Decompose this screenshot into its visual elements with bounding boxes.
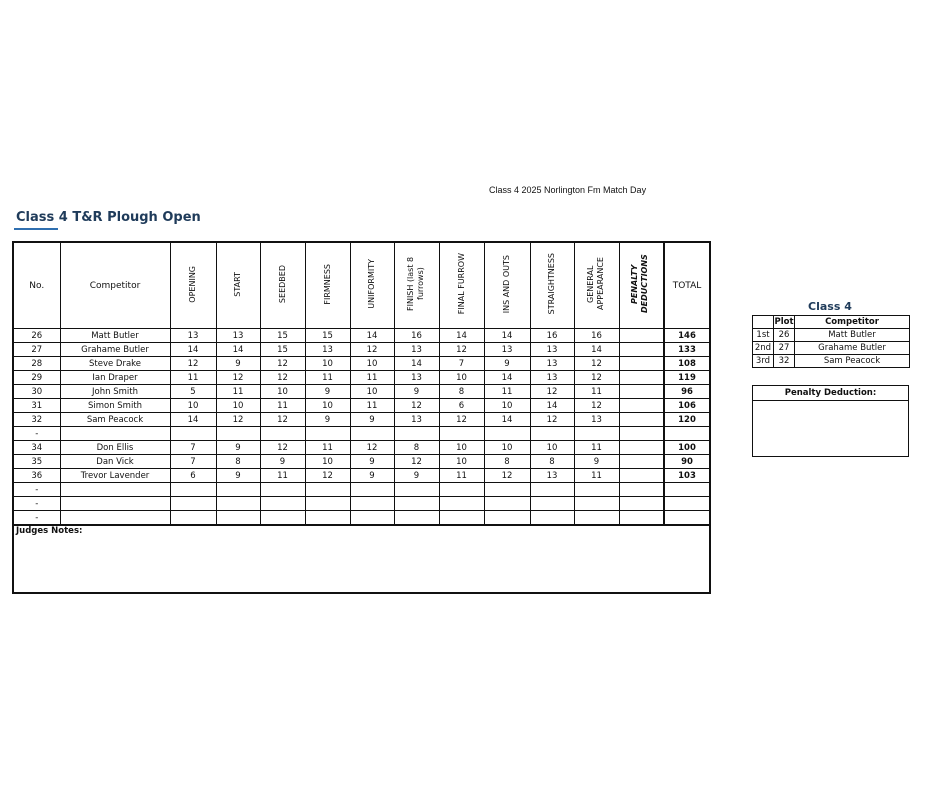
cell-final-furrow: 11 xyxy=(439,469,484,483)
cell-general: 12 xyxy=(574,399,619,413)
penalty-deduction-label: Penalty Deduction: xyxy=(753,386,908,401)
cell-no: 32 xyxy=(13,413,60,427)
cell-firmness: 12 xyxy=(305,469,350,483)
results-row xyxy=(753,329,910,342)
col-header-uniformity: UNIFORMITY xyxy=(350,242,394,329)
cell-finish: 16 xyxy=(394,329,439,343)
cell-ins-outs xyxy=(484,497,530,511)
cell-total: 90 xyxy=(664,455,710,469)
cell-seedbed: 9 xyxy=(260,455,305,469)
cell-finish: 9 xyxy=(394,469,439,483)
col-header-start: START xyxy=(216,242,260,329)
cell-penalty xyxy=(619,511,664,526)
cell-final-furrow xyxy=(439,511,484,526)
document-header-line: Class 4 2025 Norlington Fm Match Day xyxy=(489,185,647,195)
cell-seedbed xyxy=(260,427,305,441)
cell-firmness xyxy=(305,483,350,497)
score-table-body xyxy=(13,329,710,526)
cell-total: 133 xyxy=(664,343,710,357)
cell-competitor xyxy=(60,427,170,441)
cell-opening: 5 xyxy=(170,385,216,399)
cell-start xyxy=(216,427,260,441)
cell-opening: 10 xyxy=(170,399,216,413)
cell-seedbed: 12 xyxy=(260,371,305,385)
cell-final-furrow: 12 xyxy=(439,343,484,357)
cell-opening xyxy=(170,427,216,441)
cell-ins-outs xyxy=(484,483,530,497)
cell-uniformity xyxy=(350,511,394,526)
cell-firmness: 10 xyxy=(305,357,350,371)
results-cell-competitor: Grahame Butler xyxy=(795,342,910,355)
results-table-body xyxy=(753,329,910,368)
cell-straightness: 13 xyxy=(530,469,574,483)
results-cell-competitor: Matt Butler xyxy=(795,329,910,342)
cell-total: 106 xyxy=(664,399,710,413)
cell-uniformity: 10 xyxy=(350,385,394,399)
results-header-plot: Plot xyxy=(774,317,794,327)
results-header-place xyxy=(753,316,774,329)
cell-penalty xyxy=(619,399,664,413)
cell-ins-outs: 14 xyxy=(484,371,530,385)
cell-straightness xyxy=(530,497,574,511)
cell-straightness: 13 xyxy=(530,357,574,371)
cell-no: 35 xyxy=(13,455,60,469)
cell-general: 11 xyxy=(574,441,619,455)
cell-total: 100 xyxy=(664,441,710,455)
cell-finish: 14 xyxy=(394,357,439,371)
table-row xyxy=(13,329,710,343)
cell-uniformity: 9 xyxy=(350,413,394,427)
cell-finish: 13 xyxy=(394,343,439,357)
col-header-no: No. xyxy=(13,242,60,329)
cell-penalty xyxy=(619,413,664,427)
cell-general: 13 xyxy=(574,413,619,427)
cell-seedbed xyxy=(260,511,305,526)
cell-penalty xyxy=(619,371,664,385)
col-header-seedbed: SEEDBED xyxy=(260,242,305,329)
col-header-straightness: STRAIGHTNESS xyxy=(530,242,574,329)
cell-competitor xyxy=(60,497,170,511)
cell-final-furrow: 10 xyxy=(439,441,484,455)
cell-total: 120 xyxy=(664,413,710,427)
cell-total: 103 xyxy=(664,469,710,483)
cell-ins-outs: 14 xyxy=(484,329,530,343)
cell-finish xyxy=(394,497,439,511)
cell-ins-outs: 10 xyxy=(484,399,530,413)
cell-straightness: 13 xyxy=(530,343,574,357)
cell-penalty xyxy=(619,455,664,469)
cell-finish: 13 xyxy=(394,371,439,385)
cell-penalty xyxy=(619,357,664,371)
cell-finish: 8 xyxy=(394,441,439,455)
cell-firmness xyxy=(305,511,350,526)
cell-ins-outs: 11 xyxy=(484,385,530,399)
col-header-penalty: PENALTY DEDUCTIONS xyxy=(619,242,664,329)
cell-penalty xyxy=(619,469,664,483)
cell-firmness: 15 xyxy=(305,329,350,343)
cell-opening: 14 xyxy=(170,343,216,357)
col-header-final-furrow: FINAL FURROW xyxy=(439,242,484,329)
cell-uniformity: 11 xyxy=(350,371,394,385)
cell-competitor: Dan Vick xyxy=(60,455,170,469)
cell-start: 9 xyxy=(216,441,260,455)
cell-ins-outs: 13 xyxy=(484,343,530,357)
table-row xyxy=(13,469,710,483)
cell-opening: 13 xyxy=(170,329,216,343)
cell-uniformity: 14 xyxy=(350,329,394,343)
results-header-row xyxy=(753,316,910,329)
cell-firmness: 11 xyxy=(305,371,350,385)
score-table xyxy=(12,241,711,594)
cell-straightness: 8 xyxy=(530,455,574,469)
cell-opening: 7 xyxy=(170,455,216,469)
cell-straightness xyxy=(530,511,574,526)
cell-seedbed: 11 xyxy=(260,469,305,483)
cell-competitor xyxy=(60,483,170,497)
cell-finish: 9 xyxy=(394,385,439,399)
cell-opening xyxy=(170,483,216,497)
cell-opening: 14 xyxy=(170,413,216,427)
cell-penalty xyxy=(619,385,664,399)
cell-competitor: Matt Butler xyxy=(60,329,170,343)
cell-penalty xyxy=(619,343,664,357)
cell-uniformity: 9 xyxy=(350,455,394,469)
cell-uniformity xyxy=(350,497,394,511)
cell-finish xyxy=(394,427,439,441)
judges-notes-row xyxy=(13,525,710,593)
col-header-ins-outs: INS AND OUTS xyxy=(484,242,530,329)
table-row xyxy=(13,455,710,469)
cell-finish: 12 xyxy=(394,455,439,469)
cell-no: 27 xyxy=(13,343,60,357)
cell-ins-outs: 12 xyxy=(484,469,530,483)
cell-uniformity: 10 xyxy=(350,357,394,371)
cell-firmness: 13 xyxy=(305,343,350,357)
cell-final-furrow: 10 xyxy=(439,455,484,469)
cell-start: 8 xyxy=(216,455,260,469)
col-header-opening: OPENING xyxy=(170,242,216,329)
cell-seedbed: 15 xyxy=(260,329,305,343)
cell-seedbed: 15 xyxy=(260,343,305,357)
results-header-competitor: Competitor xyxy=(795,316,910,329)
table-row xyxy=(13,357,710,371)
cell-start: 14 xyxy=(216,343,260,357)
table-row xyxy=(13,427,710,441)
cell-penalty xyxy=(619,427,664,441)
cell-firmness xyxy=(305,427,350,441)
cell-no: 26 xyxy=(13,329,60,343)
cell-straightness: 14 xyxy=(530,399,574,413)
cell-general: 9 xyxy=(574,455,619,469)
cell-straightness: 10 xyxy=(530,441,574,455)
cell-total: 108 xyxy=(664,357,710,371)
cell-competitor: Don Ellis xyxy=(60,441,170,455)
cell-opening: 6 xyxy=(170,469,216,483)
cell-uniformity: 11 xyxy=(350,399,394,413)
cell-penalty xyxy=(619,483,664,497)
cell-seedbed xyxy=(260,497,305,511)
table-row xyxy=(13,511,710,526)
results-cell-place: 3rd xyxy=(753,355,774,368)
penalty-deduction-box xyxy=(752,385,909,457)
cell-general: 16 xyxy=(574,329,619,343)
cell-competitor: Steve Drake xyxy=(60,357,170,371)
cell-general xyxy=(574,497,619,511)
results-row xyxy=(753,342,910,355)
cell-uniformity xyxy=(350,483,394,497)
cell-ins-outs xyxy=(484,511,530,526)
cell-final-furrow xyxy=(439,427,484,441)
page-title: Class 4 T&R Plough Open xyxy=(16,210,201,225)
cell-no: - xyxy=(13,427,60,441)
cell-start: 9 xyxy=(216,469,260,483)
cell-no: 30 xyxy=(13,385,60,399)
cell-firmness xyxy=(305,497,350,511)
cell-general: 12 xyxy=(574,371,619,385)
title-underline xyxy=(14,228,58,230)
cell-total xyxy=(664,427,710,441)
cell-opening: 11 xyxy=(170,371,216,385)
cell-straightness xyxy=(530,427,574,441)
cell-no: 34 xyxy=(13,441,60,455)
table-row xyxy=(13,483,710,497)
cell-general: 11 xyxy=(574,469,619,483)
cell-seedbed: 11 xyxy=(260,399,305,413)
cell-no: - xyxy=(13,511,60,526)
cell-seedbed: 12 xyxy=(260,413,305,427)
results-row xyxy=(753,355,910,368)
cell-final-furrow xyxy=(439,497,484,511)
cell-final-furrow: 12 xyxy=(439,413,484,427)
cell-uniformity: 12 xyxy=(350,441,394,455)
cell-competitor: Ian Draper xyxy=(60,371,170,385)
col-header-general-appearance: GENERAL APPEARANCE xyxy=(574,242,619,329)
cell-penalty xyxy=(619,441,664,455)
cell-total xyxy=(664,511,710,526)
cell-seedbed: 10 xyxy=(260,385,305,399)
cell-final-furrow xyxy=(439,483,484,497)
cell-start xyxy=(216,483,260,497)
results-cell-plot: 32 xyxy=(774,355,795,368)
cell-straightness: 12 xyxy=(530,385,574,399)
cell-start xyxy=(216,497,260,511)
table-row xyxy=(13,399,710,413)
cell-seedbed xyxy=(260,483,305,497)
cell-straightness: 16 xyxy=(530,329,574,343)
cell-competitor: John Smith xyxy=(60,385,170,399)
table-row xyxy=(13,343,710,357)
cell-ins-outs xyxy=(484,427,530,441)
cell-uniformity: 9 xyxy=(350,469,394,483)
table-row xyxy=(13,371,710,385)
cell-general: 14 xyxy=(574,343,619,357)
cell-firmness: 10 xyxy=(305,455,350,469)
cell-total xyxy=(664,483,710,497)
cell-final-furrow: 7 xyxy=(439,357,484,371)
results-cell-plot: 27 xyxy=(774,342,795,355)
cell-start: 10 xyxy=(216,399,260,413)
results-table xyxy=(752,315,910,368)
cell-final-furrow: 6 xyxy=(439,399,484,413)
cell-general: 12 xyxy=(574,357,619,371)
cell-finish xyxy=(394,511,439,526)
results-title: Class 4 xyxy=(808,300,852,313)
cell-ins-outs: 14 xyxy=(484,413,530,427)
results-cell-place: 2nd xyxy=(753,342,774,355)
cell-opening: 7 xyxy=(170,441,216,455)
cell-straightness: 13 xyxy=(530,371,574,385)
cell-ins-outs: 8 xyxy=(484,455,530,469)
cell-general xyxy=(574,511,619,526)
cell-firmness: 11 xyxy=(305,441,350,455)
cell-straightness xyxy=(530,483,574,497)
cell-start: 9 xyxy=(216,357,260,371)
col-header-firmness: FIRMNESS xyxy=(305,242,350,329)
cell-no: - xyxy=(13,497,60,511)
cell-start xyxy=(216,511,260,526)
cell-start: 13 xyxy=(216,329,260,343)
cell-final-furrow: 10 xyxy=(439,371,484,385)
cell-finish: 13 xyxy=(394,413,439,427)
cell-competitor: Sam Peacock xyxy=(60,413,170,427)
table-row xyxy=(13,441,710,455)
cell-penalty xyxy=(619,329,664,343)
score-table-header-row xyxy=(13,242,710,329)
cell-opening: 12 xyxy=(170,357,216,371)
results-cell-competitor: Sam Peacock xyxy=(795,355,910,368)
cell-total: 96 xyxy=(664,385,710,399)
cell-firmness: 9 xyxy=(305,413,350,427)
cell-seedbed: 12 xyxy=(260,441,305,455)
cell-seedbed: 12 xyxy=(260,357,305,371)
cell-competitor: Grahame Butler xyxy=(60,343,170,357)
cell-general xyxy=(574,483,619,497)
cell-start: 12 xyxy=(216,371,260,385)
cell-competitor: Trevor Lavender xyxy=(60,469,170,483)
cell-no: 36 xyxy=(13,469,60,483)
cell-ins-outs: 10 xyxy=(484,441,530,455)
cell-finish xyxy=(394,483,439,497)
table-row xyxy=(13,385,710,399)
cell-ins-outs: 9 xyxy=(484,357,530,371)
cell-firmness: 9 xyxy=(305,385,350,399)
cell-start: 12 xyxy=(216,413,260,427)
cell-firmness: 10 xyxy=(305,399,350,413)
cell-penalty xyxy=(619,497,664,511)
col-header-finish: FINISH (last 8 furrows) xyxy=(394,242,439,329)
cell-finish: 12 xyxy=(394,399,439,413)
judges-notes-label: Judges Notes: xyxy=(13,525,710,593)
cell-total: 146 xyxy=(664,329,710,343)
cell-final-furrow: 8 xyxy=(439,385,484,399)
cell-total xyxy=(664,497,710,511)
cell-no: 29 xyxy=(13,371,60,385)
cell-start: 11 xyxy=(216,385,260,399)
cell-opening xyxy=(170,511,216,526)
cell-no: - xyxy=(13,483,60,497)
cell-general xyxy=(574,427,619,441)
cell-no: 28 xyxy=(13,357,60,371)
cell-general: 11 xyxy=(574,385,619,399)
cell-uniformity xyxy=(350,427,394,441)
cell-competitor: Simon Smith xyxy=(60,399,170,413)
table-row xyxy=(13,413,710,427)
cell-competitor xyxy=(60,511,170,526)
cell-total: 119 xyxy=(664,371,710,385)
cell-no: 31 xyxy=(13,399,60,413)
cell-uniformity: 12 xyxy=(350,343,394,357)
col-header-total: TOTAL xyxy=(664,242,710,329)
cell-straightness: 12 xyxy=(530,413,574,427)
cell-opening xyxy=(170,497,216,511)
col-header-competitor: Competitor xyxy=(60,242,170,329)
results-cell-plot: 26 xyxy=(774,329,795,342)
cell-final-furrow: 14 xyxy=(439,329,484,343)
table-row xyxy=(13,497,710,511)
results-cell-place: 1st xyxy=(753,329,774,342)
